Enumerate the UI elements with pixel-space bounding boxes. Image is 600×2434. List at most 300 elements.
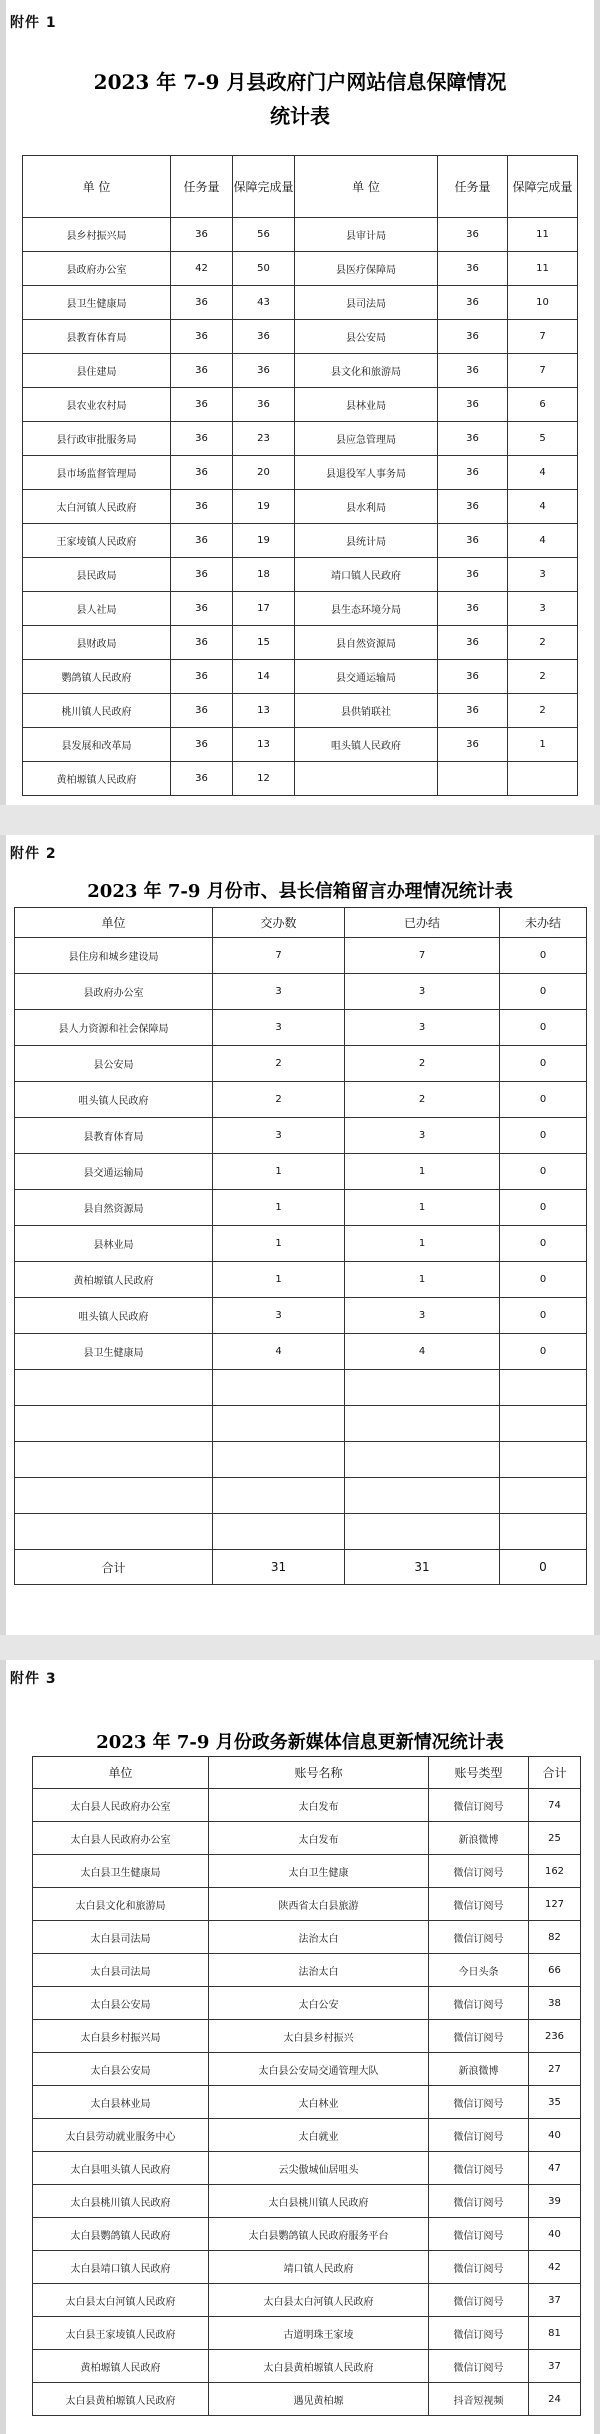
table-row (23, 524, 578, 558)
table-cell: 36 (171, 694, 233, 728)
table-row (33, 1921, 581, 1954)
table-row (23, 456, 578, 490)
table-cell: 县住房和城乡建设局 (15, 938, 213, 974)
table-row (23, 354, 578, 388)
table-cell: 236 (529, 2020, 581, 2053)
table-cell: 县人力资源和社会保障局 (15, 1010, 213, 1046)
table-cell: 74 (529, 1789, 581, 1822)
table-cell: 县住建局 (23, 354, 171, 388)
table-row (23, 422, 578, 456)
header-account-type: 账号类型 (429, 1757, 529, 1789)
table-cell (213, 1370, 345, 1406)
table-row (23, 728, 578, 762)
table-cell: 0 (500, 1118, 587, 1154)
table-cell: 0 (500, 974, 587, 1010)
table-cell (213, 1406, 345, 1442)
table-cell: 县发展和改革局 (23, 728, 171, 762)
table-cell: 36 (438, 694, 508, 728)
table-cell (15, 1442, 213, 1478)
table-row (23, 762, 578, 796)
table-row (23, 626, 578, 660)
table-cell: 县林业局 (15, 1226, 213, 1262)
table-cell: 2 (213, 1046, 345, 1082)
header-unit: 单位 (33, 1757, 209, 1789)
table-row (15, 1298, 587, 1334)
table-cell: 19 (233, 490, 295, 524)
table-cell: 太白县咀头镇人民政府 (33, 2152, 209, 2185)
table-cell: 县卫生健康局 (15, 1334, 213, 1370)
table-cell: 11 (508, 252, 578, 286)
table-cell: 47 (529, 2152, 581, 2185)
table-row (15, 1190, 587, 1226)
table-cell: 太白县鹦鸽镇人民政府服务平台 (209, 2218, 429, 2251)
table-cell: 古道明珠王家堎 (209, 2317, 429, 2350)
total-row (15, 1550, 587, 1585)
table-cell: 2 (213, 1082, 345, 1118)
table-cell: 1 (345, 1190, 500, 1226)
header-total: 合计 (529, 1757, 581, 1789)
new-media-table (32, 1756, 581, 2416)
table-cell: 40 (529, 2119, 581, 2152)
table-row (15, 1442, 587, 1478)
table-cell: 太白县人民政府办公室 (33, 1822, 209, 1855)
table-cell: 太白县靖口镇人民政府 (33, 2251, 209, 2284)
table-cell: 66 (529, 1954, 581, 1987)
table-cell: 黄柏塬镇人民政府 (33, 2350, 209, 2383)
scan-edge-right (594, 835, 600, 1635)
table-cell (295, 762, 438, 796)
table-cell: 0 (500, 1226, 587, 1262)
table-cell: 太白河镇人民政府 (23, 490, 171, 524)
table-cell: 14 (233, 660, 295, 694)
table-cell: 6 (508, 388, 578, 422)
table-cell: 20 (233, 456, 295, 490)
table-cell: 162 (529, 1855, 581, 1888)
table-cell: 36 (171, 558, 233, 592)
table-row (15, 1154, 587, 1190)
table-cell: 1 (213, 1190, 345, 1226)
table-cell: 36 (438, 626, 508, 660)
table-cell: 太白县公安局 (33, 1987, 209, 2020)
table-cell: 36 (171, 286, 233, 320)
table-cell: 县自然资源局 (295, 626, 438, 660)
table-cell: 36 (171, 456, 233, 490)
table-cell (438, 762, 508, 796)
table-cell: 鹦鸽镇人民政府 (23, 660, 171, 694)
table-cell (508, 762, 578, 796)
table-cell: 36 (438, 286, 508, 320)
header-unit: 单位 (15, 908, 213, 938)
table-cell: 县文化和旅游局 (295, 354, 438, 388)
table-cell (345, 1370, 500, 1406)
table-row (33, 1789, 581, 1822)
table-cell: 42 (171, 252, 233, 286)
table-cell: 太白就业 (209, 2119, 429, 2152)
table-cell: 7 (213, 938, 345, 974)
table-cell: 0 (500, 1082, 587, 1118)
table-cell: 0 (500, 1298, 587, 1334)
table-cell: 25 (529, 1822, 581, 1855)
total-label: 合计 (15, 1550, 213, 1585)
table-cell: 15 (233, 626, 295, 660)
table-cell: 4 (508, 456, 578, 490)
table-cell: 太白县黄柏塬镇人民政府 (33, 2383, 209, 2416)
table-cell: 王家堎镇人民政府 (23, 524, 171, 558)
table-cell (500, 1406, 587, 1442)
table-row (15, 1082, 587, 1118)
table-cell: 桃川镇人民政府 (23, 694, 171, 728)
table-cell: 36 (171, 626, 233, 660)
table-cell: 县医疗保障局 (295, 252, 438, 286)
table-cell: 3 (508, 592, 578, 626)
table-row (33, 2152, 581, 2185)
table-cell: 县教育体育局 (15, 1118, 213, 1154)
table-cell: 27 (529, 2053, 581, 2086)
table-cell: 5 (508, 422, 578, 456)
table-cell: 36 (438, 354, 508, 388)
table-cell: 7 (508, 320, 578, 354)
table-cell: 36 (438, 422, 508, 456)
table-cell: 太白县公安局交通管理大队 (209, 2053, 429, 2086)
table-cell: 微信订阅号 (429, 2020, 529, 2053)
table-cell (345, 1406, 500, 1442)
table-cell: 17 (233, 592, 295, 626)
attachment-label: 附件 2 (10, 846, 57, 862)
table-row (33, 2218, 581, 2251)
table-cell: 微信订阅号 (429, 1855, 529, 1888)
table-cell: 遇见黄柏塬 (209, 2383, 429, 2416)
table-cell: 36 (171, 490, 233, 524)
table-row (33, 2053, 581, 2086)
table-cell: 39 (529, 2185, 581, 2218)
table-title-line1: 2023 年 7-9 月县政府门户网站信息保障情况 (93, 70, 507, 94)
table-cell: 微信订阅号 (429, 2152, 529, 2185)
table-cell: 靖口镇人民政府 (209, 2251, 429, 2284)
table-cell: 11 (508, 218, 578, 252)
table-cell (15, 1406, 213, 1442)
table-cell: 咀头镇人民政府 (15, 1298, 213, 1334)
table-cell: 咀头镇人民政府 (295, 728, 438, 762)
table-cell: 13 (233, 728, 295, 762)
table-cell: 微信订阅号 (429, 2251, 529, 2284)
table-row (15, 1370, 587, 1406)
table-cell: 4 (508, 524, 578, 558)
table-cell: 23 (233, 422, 295, 456)
table-row (33, 2185, 581, 2218)
table-cell: 微信订阅号 (429, 2185, 529, 2218)
table-cell: 0 (500, 1010, 587, 1046)
table-cell: 36 (438, 320, 508, 354)
table-cell: 2 (508, 626, 578, 660)
table-cell (500, 1514, 587, 1550)
table-row (33, 1855, 581, 1888)
table-cell: 36 (171, 660, 233, 694)
header-assigned: 交办数 (213, 908, 345, 938)
table-row (15, 1226, 587, 1262)
table-cell: 36 (438, 490, 508, 524)
table-row (33, 2251, 581, 2284)
table-cell: 太白发布 (209, 1789, 429, 1822)
table-cell: 3 (345, 1010, 500, 1046)
table-cell (213, 1478, 345, 1514)
table-cell: 法治太白 (209, 1954, 429, 1987)
table-cell (213, 1514, 345, 1550)
table-cell: 太白县太白河镇人民政府 (33, 2284, 209, 2317)
table-cell: 太白县乡村振兴 (209, 2020, 429, 2053)
table-cell: 县生态环境分局 (295, 592, 438, 626)
table-cell: 太白县人民政府办公室 (33, 1789, 209, 1822)
section-attachment-3 (0, 1660, 600, 2434)
table-cell: 1 (345, 1154, 500, 1190)
table-row (15, 1478, 587, 1514)
table-cell: 太白县黄柏塬镇人民政府 (209, 2350, 429, 2383)
table-cell: 1 (508, 728, 578, 762)
header-task: 任务量 (171, 156, 233, 218)
table-cell: 36 (438, 388, 508, 422)
table-cell: 太白县卫生健康局 (33, 1855, 209, 1888)
total-pending: 0 (500, 1550, 587, 1585)
table-row (33, 2020, 581, 2053)
table-cell: 36 (438, 218, 508, 252)
table-header-row (33, 1757, 581, 1789)
table-cell: 36 (438, 456, 508, 490)
table-cell: 56 (233, 218, 295, 252)
table-cell: 38 (529, 1987, 581, 2020)
table-row (23, 660, 578, 694)
table-row (23, 388, 578, 422)
table-cell: 1 (345, 1226, 500, 1262)
table-cell: 微信订阅号 (429, 1888, 529, 1921)
table-cell: 36 (438, 660, 508, 694)
table-row (15, 1334, 587, 1370)
table-cell: 36 (171, 592, 233, 626)
table-cell: 县林业局 (295, 388, 438, 422)
table-row (23, 252, 578, 286)
table-cell (500, 1478, 587, 1514)
table-cell: 36 (438, 558, 508, 592)
page-gap (0, 1635, 600, 1660)
table-cell: 4 (213, 1334, 345, 1370)
table-cell: 36 (233, 388, 295, 422)
table-cell: 2 (508, 660, 578, 694)
table-row (33, 1987, 581, 2020)
table-cell: 县人社局 (23, 592, 171, 626)
table-cell: 县民政局 (23, 558, 171, 592)
table-title-line2: 统计表 (270, 104, 330, 128)
table-cell: 陕西省太白县旅游 (209, 1888, 429, 1921)
table-cell: 3 (213, 974, 345, 1010)
page-gap (0, 805, 600, 835)
table-cell (345, 1478, 500, 1514)
table-cell (15, 1478, 213, 1514)
table-cell: 36 (171, 728, 233, 762)
table-cell: 咀头镇人民政府 (15, 1082, 213, 1118)
table-cell: 太白县鹦鸽镇人民政府 (33, 2218, 209, 2251)
table-cell: 43 (233, 286, 295, 320)
table-cell: 县自然资源局 (15, 1190, 213, 1226)
table-cell: 127 (529, 1888, 581, 1921)
table-cell: 1 (345, 1262, 500, 1298)
table-cell: 微信订阅号 (429, 2086, 529, 2119)
table-cell: 云尖傲城仙居咀头 (209, 2152, 429, 2185)
table-cell: 太白县桃川镇人民政府 (33, 2185, 209, 2218)
table-cell: 1 (213, 1226, 345, 1262)
table-row (15, 1262, 587, 1298)
table-cell: 县公安局 (295, 320, 438, 354)
scan-edge-right (594, 1660, 600, 2434)
table-cell: 太白县司法局 (33, 1954, 209, 1987)
table-cell (345, 1514, 500, 1550)
table-cell: 0 (500, 1190, 587, 1226)
table-title: 2023 年 7-9 月份政务新媒体信息更新情况统计表 (96, 1732, 504, 1753)
table-row (33, 2284, 581, 2317)
table-row (15, 1118, 587, 1154)
table-cell: 3 (345, 1118, 500, 1154)
table-cell: 0 (500, 1334, 587, 1370)
table-row (15, 1514, 587, 1550)
table-cell: 36 (438, 524, 508, 558)
table-cell: 4 (508, 490, 578, 524)
table-cell: 3 (345, 1298, 500, 1334)
table-row (23, 218, 578, 252)
table-cell: 12 (233, 762, 295, 796)
table-row (33, 2119, 581, 2152)
table-cell: 0 (500, 1046, 587, 1082)
table-cell: 微信订阅号 (429, 2119, 529, 2152)
table-cell: 太白县林业局 (33, 2086, 209, 2119)
table-cell (15, 1514, 213, 1550)
table-cell: 1 (213, 1154, 345, 1190)
table-cell: 7 (345, 938, 500, 974)
table-cell: 微信订阅号 (429, 2218, 529, 2251)
table-cell (15, 1370, 213, 1406)
table-cell: 县财政局 (23, 626, 171, 660)
table-row (33, 1954, 581, 1987)
header-account-name: 账号名称 (209, 1757, 429, 1789)
table-cell: 7 (508, 354, 578, 388)
table-cell: 0 (500, 1262, 587, 1298)
total-completed: 31 (345, 1550, 500, 1585)
table-cell: 县教育体育局 (23, 320, 171, 354)
header-task: 任务量 (438, 156, 508, 218)
table-cell: 太白县劳动就业服务中心 (33, 2119, 209, 2152)
table-cell: 抖音短视频 (429, 2383, 529, 2416)
table-row (23, 694, 578, 728)
table-cell: 太白卫生健康 (209, 1855, 429, 1888)
header-done: 保障完成量 (233, 156, 295, 218)
table-cell: 1 (213, 1262, 345, 1298)
table-cell: 10 (508, 286, 578, 320)
table-cell: 太白发布 (209, 1822, 429, 1855)
table-cell: 42 (529, 2251, 581, 2284)
table-cell: 36 (233, 320, 295, 354)
table-row (33, 2086, 581, 2119)
table-cell: 微信订阅号 (429, 2317, 529, 2350)
table-cell: 36 (171, 422, 233, 456)
table-cell: 太白县王家堎镇人民政府 (33, 2317, 209, 2350)
table-cell: 靖口镇人民政府 (295, 558, 438, 592)
scan-edge-left (0, 1660, 6, 2434)
table-cell: 36 (438, 592, 508, 626)
table-row (33, 1822, 581, 1855)
table-header-row (23, 156, 578, 218)
table-cell: 县应急管理局 (295, 422, 438, 456)
table-cell: 太白县司法局 (33, 1921, 209, 1954)
table-cell: 36 (171, 524, 233, 558)
table-cell: 36 (171, 388, 233, 422)
table-cell: 新浪微博 (429, 1822, 529, 1855)
table-cell (213, 1442, 345, 1478)
table-row (15, 1406, 587, 1442)
section-attachment-2 (0, 835, 600, 1635)
table-cell: 2 (345, 1082, 500, 1118)
table-cell: 县行政审批服务局 (23, 422, 171, 456)
table-cell: 81 (529, 2317, 581, 2350)
table-row (23, 592, 578, 626)
table-cell: 35 (529, 2086, 581, 2119)
table-cell: 县政府办公室 (15, 974, 213, 1010)
table-cell: 县农业农村局 (23, 388, 171, 422)
table-title: 2023 年 7-9 月份市、县长信箱留言办理情况统计表 (87, 881, 513, 902)
table-cell: 太白县公安局 (33, 2053, 209, 2086)
table-cell: 3 (508, 558, 578, 592)
table-cell: 县乡村振兴局 (23, 218, 171, 252)
table-row (15, 1010, 587, 1046)
table-cell: 36 (438, 728, 508, 762)
table-row (23, 558, 578, 592)
table-cell: 太白县桃川镇人民政府 (209, 2185, 429, 2218)
mailbox-table (14, 907, 587, 1585)
table-cell: 3 (345, 974, 500, 1010)
table-cell (500, 1442, 587, 1478)
table-cell: 太白公安 (209, 1987, 429, 2020)
table-cell: 县公安局 (15, 1046, 213, 1082)
table-cell: 县退役军人事务局 (295, 456, 438, 490)
table-cell: 2 (508, 694, 578, 728)
table-cell: 19 (233, 524, 295, 558)
table-cell: 太白县文化和旅游局 (33, 1888, 209, 1921)
table-row (15, 974, 587, 1010)
table-cell: 4 (345, 1334, 500, 1370)
table-row (15, 938, 587, 974)
table-cell: 县审计局 (295, 218, 438, 252)
table-cell: 太白县太白河镇人民政府 (209, 2284, 429, 2317)
table-cell: 今日头条 (429, 1954, 529, 1987)
table-cell: 微信订阅号 (429, 1921, 529, 1954)
header-unit: 单 位 (295, 156, 438, 218)
table-cell: 37 (529, 2284, 581, 2317)
table-cell: 微信订阅号 (429, 2284, 529, 2317)
table-cell: 36 (171, 354, 233, 388)
table-cell: 36 (171, 218, 233, 252)
table-header-row (15, 908, 587, 938)
table-row (23, 286, 578, 320)
table-cell: 新浪微博 (429, 2053, 529, 2086)
table-cell: 13 (233, 694, 295, 728)
table-cell: 县供销联社 (295, 694, 438, 728)
table-cell: 36 (171, 320, 233, 354)
table-row (33, 2317, 581, 2350)
table-cell: 2 (345, 1046, 500, 1082)
table-cell: 微信订阅号 (429, 2350, 529, 2383)
table-cell: 40 (529, 2218, 581, 2251)
table-cell: 黄柏塬镇人民政府 (15, 1262, 213, 1298)
table-cell: 县水利局 (295, 490, 438, 524)
table-cell: 微信订阅号 (429, 1987, 529, 2020)
table-cell: 县政府办公室 (23, 252, 171, 286)
table-cell: 县司法局 (295, 286, 438, 320)
header-completed: 已办结 (345, 908, 500, 938)
